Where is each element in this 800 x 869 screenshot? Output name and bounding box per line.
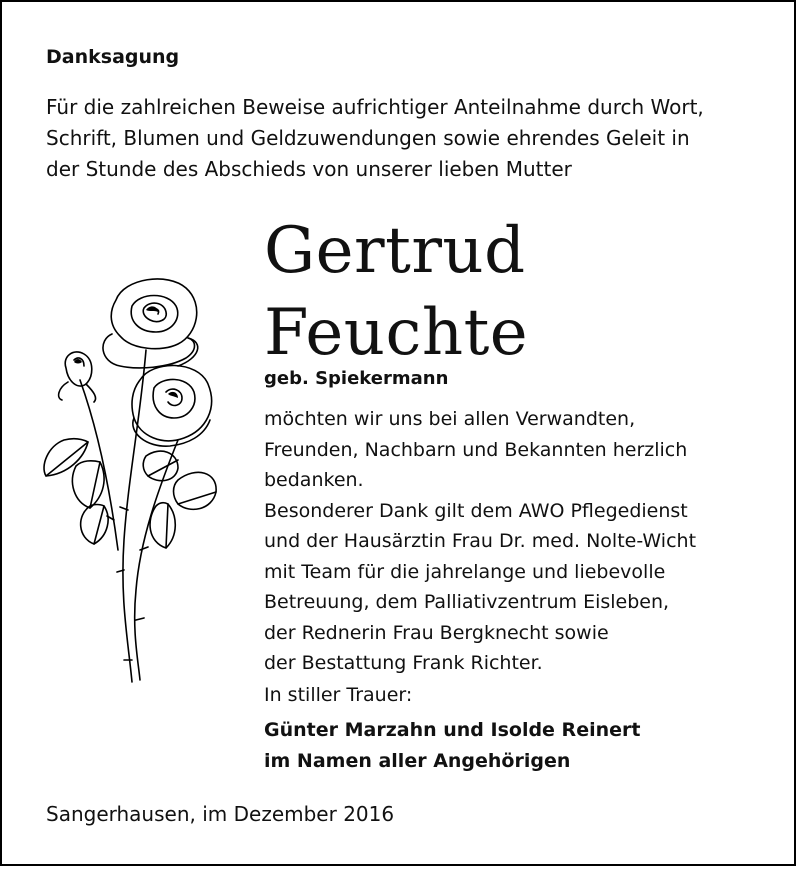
intro-line: Für die zahlreichen Beweise aufrichtiger Anteilnahme durch Wort, (46, 95, 704, 119)
thanks-text (264, 404, 696, 679)
thanks-line: und der Hausärztin Frau Dr. med. Nolte-Wicht (264, 530, 697, 552)
mourners (264, 715, 640, 777)
intro-line: Schrift, Blumen und Geldzuwendungen sowie ehrendes Geleit in (46, 126, 690, 150)
maiden-name: geb. Spiekermann (264, 368, 449, 389)
rose-illustration-icon (28, 270, 228, 690)
thanks-line: möchten wir uns bei allen Verwandten, (264, 408, 636, 430)
mourner-family: im Namen aller Angehörigen (264, 750, 571, 772)
thanks-line: der Bestattung Frank Richter. (264, 652, 543, 674)
thanks-line: Freunden, Nachbarn und Bekannten herzlich (264, 438, 688, 461)
mourner-names: Günter Marzahn und Isolde Reinert (264, 719, 641, 741)
thanks-line: Besonderer Dank gilt dem AWO Pflegedienst (264, 499, 688, 522)
intro-text (46, 92, 704, 185)
thanks-line: Betreuung, dem Palliativzentrum Eisleben, (264, 591, 670, 613)
deceased-name (264, 210, 528, 374)
notice-heading: Danksagung (46, 46, 180, 68)
intro-line: der Stunde des Abschieds von unserer lieben Mutter (46, 157, 572, 181)
thanks-line: mit Team für die jahrelange und liebevolle (264, 560, 666, 583)
deceased-first-name: Gertrud (264, 214, 526, 288)
place-date: Sangerhausen, im Dezember 2016 (46, 802, 395, 826)
thanks-line: bedanken. (264, 469, 364, 491)
thanks-line: der Rednerin Frau Bergknecht sowie (264, 621, 609, 644)
mourning-lead: In stiller Trauer: (264, 684, 413, 706)
deceased-last-name: Feuchte (264, 296, 529, 370)
